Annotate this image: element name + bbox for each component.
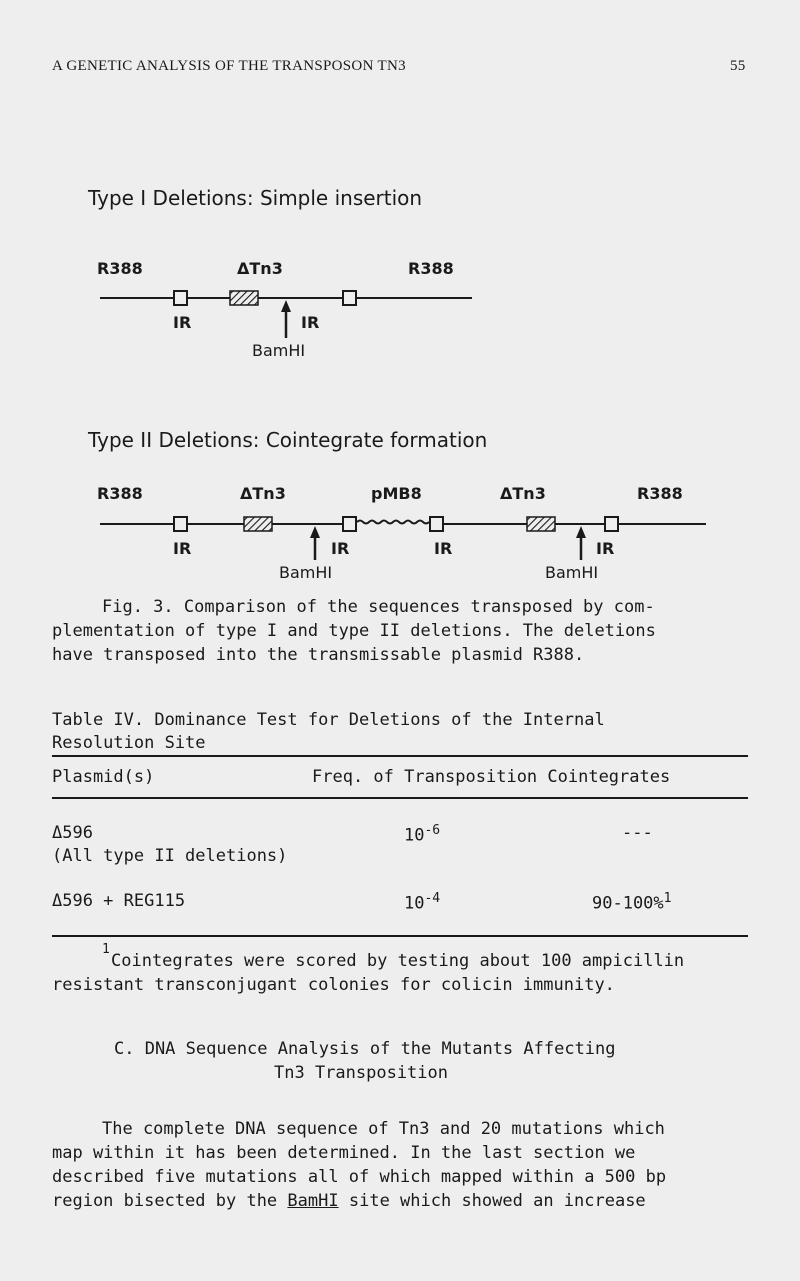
table-header-rule [52, 797, 748, 799]
ir-box [174, 291, 187, 305]
figure-caption-line2: plementation of type I and type II deletions. The deletions [52, 621, 656, 641]
table-row1-plasmid: Δ596 [52, 823, 93, 843]
table-row2-freq [404, 891, 440, 914]
diagram2-label-pmb8: pMB8 [371, 484, 422, 503]
footnote-mark: 1 [102, 942, 110, 957]
bamhi-underlined: BamHI [287, 1191, 339, 1211]
table-row2-cointegrates [592, 891, 671, 914]
ir-box [605, 517, 618, 531]
ir-box [343, 517, 356, 531]
footnote-line2: resistant transconjugant colonies for colicin immunity. [52, 975, 615, 995]
diagram1-label-dtn3: ΔTn3 [237, 259, 283, 278]
paragraph-line4-end: site which showed an increase [348, 1191, 646, 1211]
table-row2-plasmid: Δ596 + REG115 [52, 891, 186, 911]
table-col1-header: Plasmid(s) [52, 767, 155, 787]
table-title-line2: Resolution Site [52, 733, 206, 753]
ir-box [174, 517, 187, 531]
table-row1-freq [404, 823, 440, 846]
paragraph-line4 [52, 1191, 646, 1211]
footnote-line1: Cointegrates were scored by testing about 100 ampicillin [111, 951, 685, 971]
diagram2-title: Type II Deletions: Cointegrate formation [88, 428, 488, 452]
section-heading-line1: C. DNA Sequence Analysis of the Mutants Affecting [114, 1039, 616, 1059]
diagram2-ir-2: IR [331, 539, 350, 558]
freq-exponent: -4 [424, 891, 441, 906]
diagram2-ir-1: IR [173, 539, 192, 558]
ir-box [343, 291, 356, 305]
freq-base: 10 [404, 825, 425, 846]
diagram2-label-r388-right: R388 [637, 484, 683, 503]
diagram1-bamhi: BamHI [252, 341, 306, 360]
diagram2-bamhi-2: BamHI [545, 563, 599, 582]
table-row1-note: (All type II deletions) [52, 846, 288, 866]
diagram2-label-dtn3-left: ΔTn3 [240, 484, 286, 503]
running-title: A GENETIC ANALYSIS OF THE TRANSPOSON TN3 [52, 58, 406, 74]
table-top-rule [52, 755, 748, 757]
diagram1-ir-right: IR [301, 313, 320, 332]
table-bottom-rule [52, 935, 748, 937]
deletion-hatch-block [230, 291, 258, 305]
ir-box [430, 517, 443, 531]
deletion-hatch-block [244, 517, 272, 531]
table-title-line1: Table IV. Dominance Test for Deletions of the Internal [52, 710, 605, 730]
section-heading-line2: Tn3 Transposition [274, 1063, 448, 1083]
page-number: 55 [730, 58, 746, 74]
paragraph-line3: described five mutations all of which mapped within a 500 bp [52, 1167, 667, 1187]
paragraph-line1: The complete DNA sequence of Tn3 and 20 mutations which [102, 1119, 665, 1139]
diagram2-bamhi-1: BamHI [279, 563, 333, 582]
cointegrates-value: 90-100% [592, 893, 664, 914]
diagram1-ir-left: IR [173, 313, 192, 332]
table-row1-cointegrates: --- [622, 823, 653, 843]
pmb8-wavy-line [357, 521, 429, 524]
table-col2-header: Freq. of Transposition Cointegrates [312, 767, 671, 787]
footnote-ref: 1 [663, 891, 672, 906]
freq-base: 10 [404, 893, 425, 914]
figure-caption-line3: have transposed into the transmissable plasmid R388. [52, 645, 585, 665]
diagram2-ir-3: IR [434, 539, 453, 558]
diagram1-label-r388-right: R388 [408, 259, 454, 278]
diagram2-ir-4: IR [596, 539, 615, 558]
freq-exponent: -6 [424, 823, 441, 838]
diagram1-sequence [100, 291, 472, 338]
paragraph-line4-start: region bisected by the [52, 1191, 278, 1211]
figure-caption-line1: Fig. 3. Comparison of the sequences transposed by com- [102, 597, 655, 617]
diagram2-label-r388-left: R388 [97, 484, 143, 503]
diagram1-title: Type I Deletions: Simple insertion [88, 186, 423, 210]
diagram1-label-r388-left: R388 [97, 259, 143, 278]
deletion-hatch-block [527, 517, 555, 531]
paragraph-line2: map within it has been determined. In the last section we [52, 1143, 636, 1163]
diagram2-label-dtn3-right: ΔTn3 [500, 484, 546, 503]
